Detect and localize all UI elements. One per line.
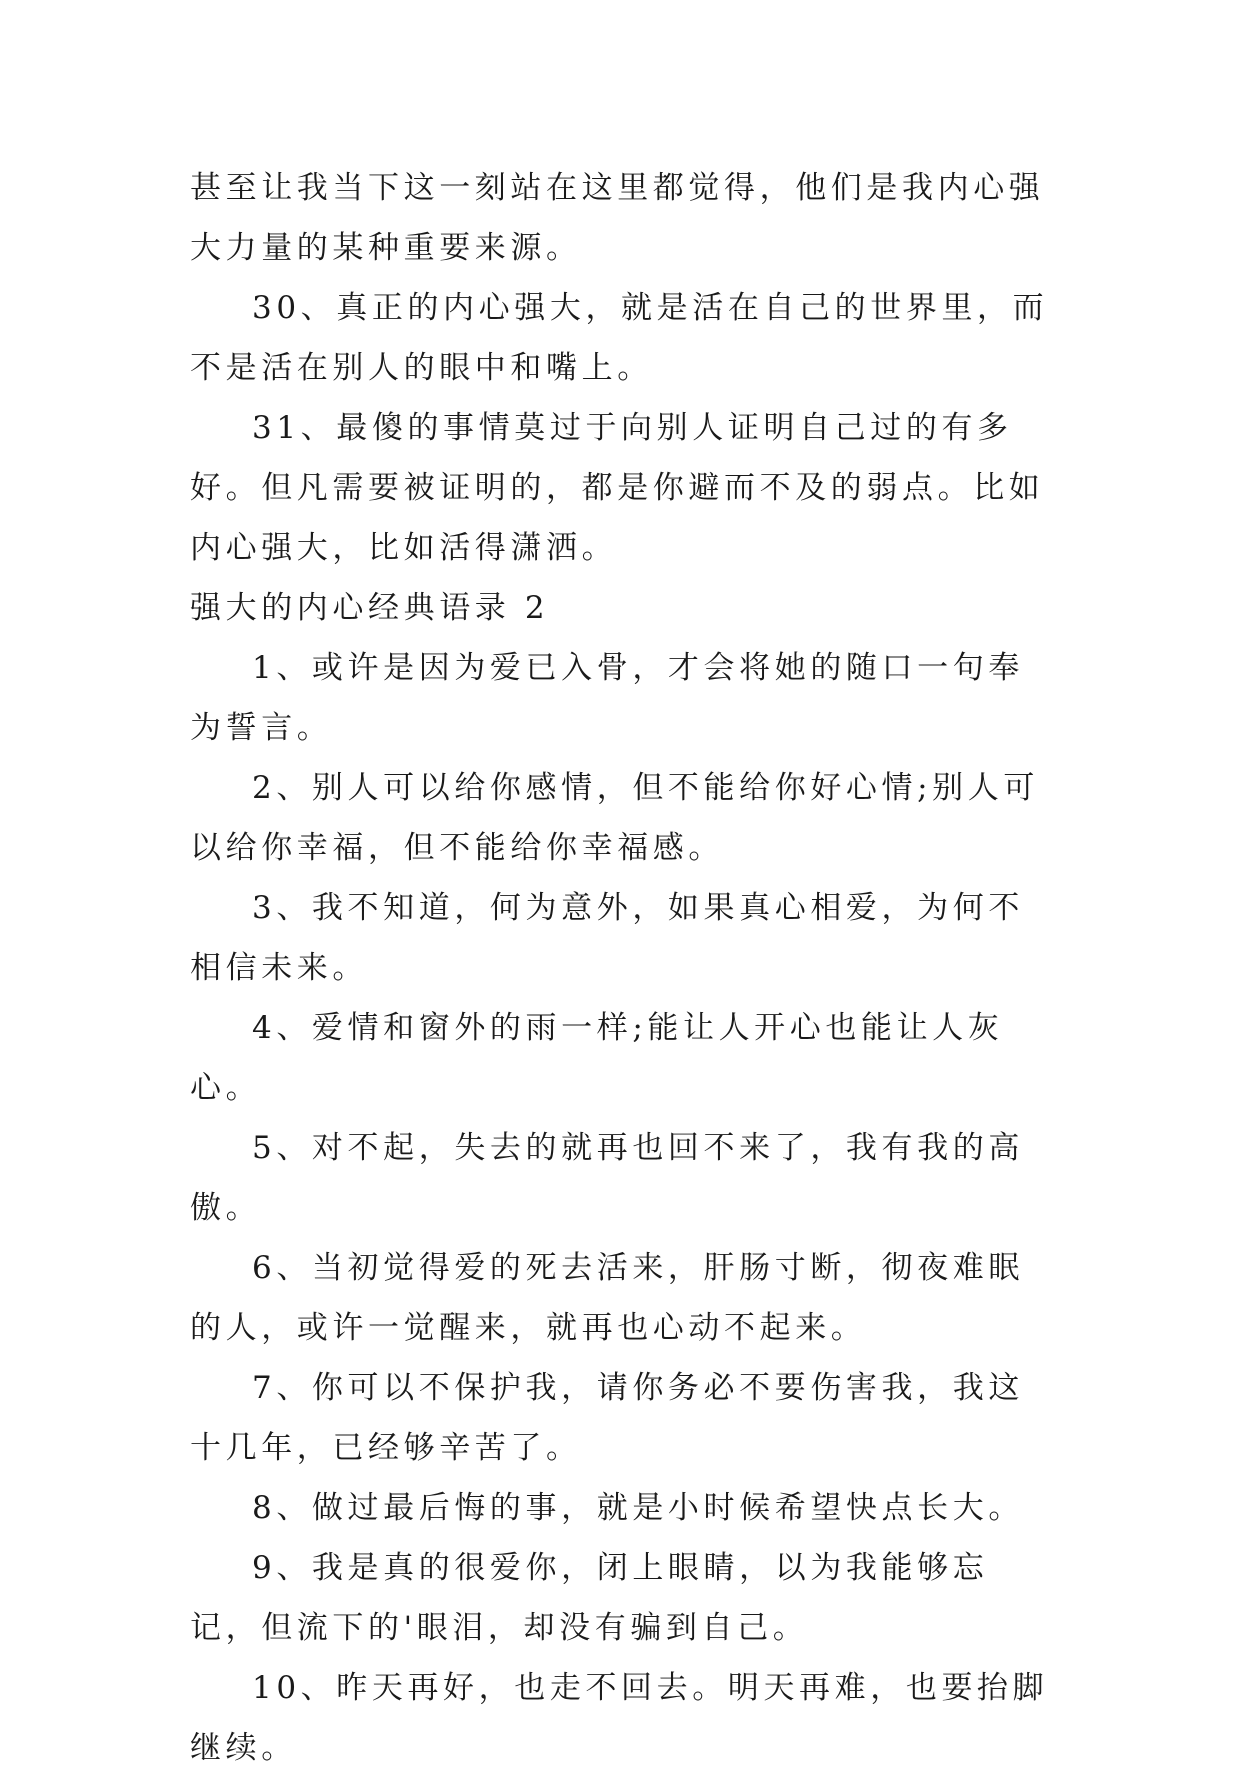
list-item: 8、做过最后悔的事，就是小时候希望快点长大。 <box>252 1490 1024 1526</box>
list-item: 2、别人可以给你感情，但不能给你好心情;别人可以给你幸福，但不能给你幸福感。 <box>190 770 1039 866</box>
paragraph-continuation: 甚至让我当下这一刻站在这里都觉得，他们是我内心强大力量的某种重要来源。 <box>190 170 1045 266</box>
document-page <box>190 158 1052 1778</box>
list-item: 6、当初觉得爱的死去活来，肝肠寸断，彻夜难眠的人，或许一觉醒来，就再也心动不起来。 <box>190 1250 1024 1346</box>
list-item: 3、我不知道，何为意外，如果真心相爱，为何不相信未来。 <box>190 890 1024 986</box>
list-item: 10、昨天再好，也走不回去。明天再难，也要抬脚继续。 <box>190 1670 1049 1766</box>
section-heading: 强大的内心经典语录 2 <box>190 590 550 626</box>
list-item: 1、或许是因为爱已入骨，才会将她的随口一句奉为誓言。 <box>190 650 1024 746</box>
paragraph-item-31: 31、最傻的事情莫过于向别人证明自己过的有多好。但凡需要被证明的，都是你避而不及的弱点。比如内心强大，比如活得潇洒。 <box>190 410 1045 566</box>
paragraph-item-30: 30、真正的内心强大，就是活在自己的世界里，而不是活在别人的眼中和嘴上。 <box>190 290 1049 386</box>
list-item: 5、对不起，失去的就再也回不来了，我有我的高傲。 <box>190 1130 1024 1226</box>
list-item: 7、你可以不保护我，请你务必不要伤害我，我这十几年，已经够辛苦了。 <box>190 1370 1024 1466</box>
list-item: 9、我是真的很爱你，闭上眼睛，以为我能够忘记，但流下的'眼泪，却没有骗到自己。 <box>190 1550 989 1646</box>
list-item: 4、爱情和窗外的雨一样;能让人开心也能让人灰心。 <box>190 1010 1004 1106</box>
